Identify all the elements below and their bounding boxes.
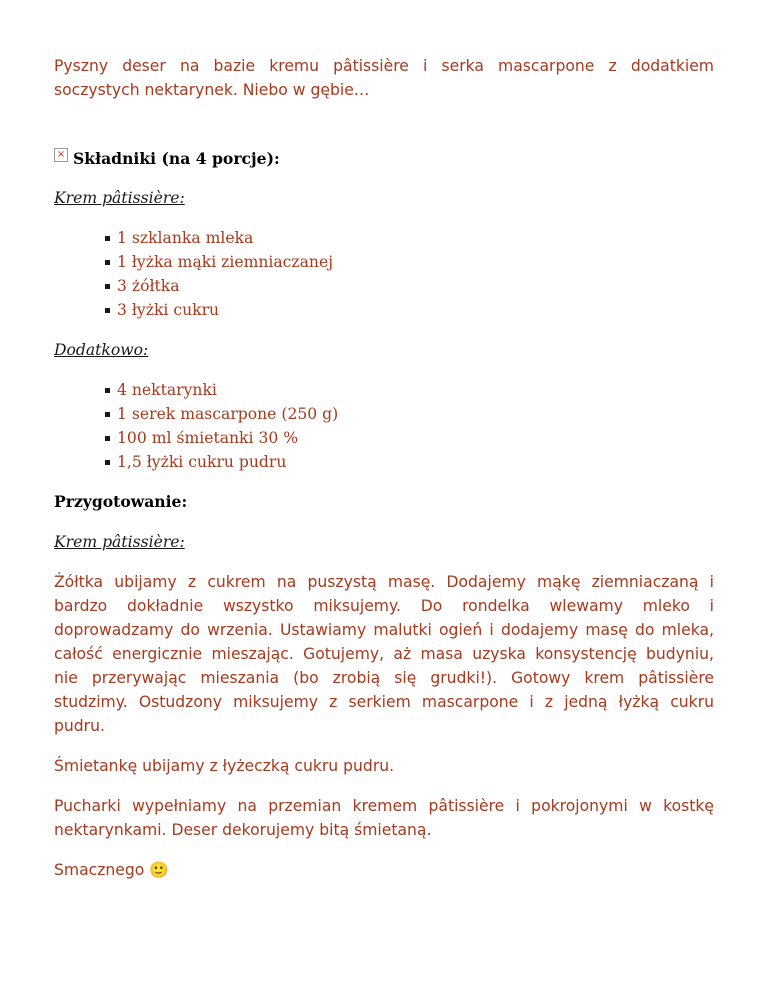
list-item: 1 łyżka mąki ziemniaczanej (105, 250, 714, 274)
group1-list (54, 226, 714, 322)
paragraph-line: studzimy. Ostudzony miksujemy z serkiem mascarpone i z jedną łyżką cukru (54, 693, 714, 711)
paragraph-line: pudru. (54, 717, 105, 735)
list-item: 1,5 łyżki cukru pudru (105, 450, 714, 474)
intro-line-2: soczystych nektarynek. Niebo w gębie… (54, 81, 370, 99)
preparation-heading: Przygotowanie: (54, 492, 188, 511)
paragraph-line: doprowadzamy do wrzenia. Ustawiamy malutki ogień i dodajemy masę do mleka, (54, 621, 714, 639)
list-item: 4 nektarynki (105, 378, 714, 402)
paragraph-line: Pucharki wypełniamy na przemian kremem pâtissière i pokrojonymi w kostkę (54, 797, 714, 815)
serving-paragraph (54, 794, 714, 842)
paragraph-line: Żółtka ubijamy z cukrem na puszystą masę. Dodajemy mąkę ziemniaczaną i (54, 573, 714, 591)
paragraph-line: nektarynkami. Deser dekorujemy bitą śmietaną. (54, 821, 432, 839)
list-item: 1 serek mascarpone (250 g) (105, 402, 714, 426)
list-item: 100 ml śmietanki 30 % (105, 426, 714, 450)
preparation-paragraph (54, 570, 714, 738)
closing-text: Smacznego 🙂 (54, 861, 169, 879)
list-item: 1 szklanka mleka (105, 226, 714, 250)
group2-title: Dodatkowo: (54, 341, 149, 359)
recipe-article (54, 54, 714, 882)
ingredients-heading: Składniki (na 4 porcje): (73, 148, 280, 168)
cream-paragraph: Śmietankę ubijamy z łyżeczką cukru pudru. (54, 757, 395, 775)
paragraph-line: całość energicznie mieszając. Gotujemy, aż masa uzyska konsystencję budyniu, (54, 645, 714, 663)
list-item: 3 żółtka (105, 274, 714, 298)
preparation-subtitle: Krem pâtissière: (54, 533, 185, 551)
paragraph-line: bardzo dokładnie wszystko miksujemy. Do rondelka wlewamy mleko i (54, 597, 714, 615)
list-item: 3 łyżki cukru (105, 298, 714, 322)
paragraph-line: nie przerywając mieszania (bo zrobią się grudki!). Gotowy krem pâtissière (54, 669, 714, 687)
intro-line-1: Pyszny deser na bazie kremu pâtissière i serka mascarpone z dodatkiem (54, 57, 714, 75)
ingredients-heading-row (54, 146, 714, 170)
broken-image-icon: × (54, 148, 68, 162)
group1-title: Krem pâtissière: (54, 189, 185, 207)
group2-list (54, 378, 714, 474)
